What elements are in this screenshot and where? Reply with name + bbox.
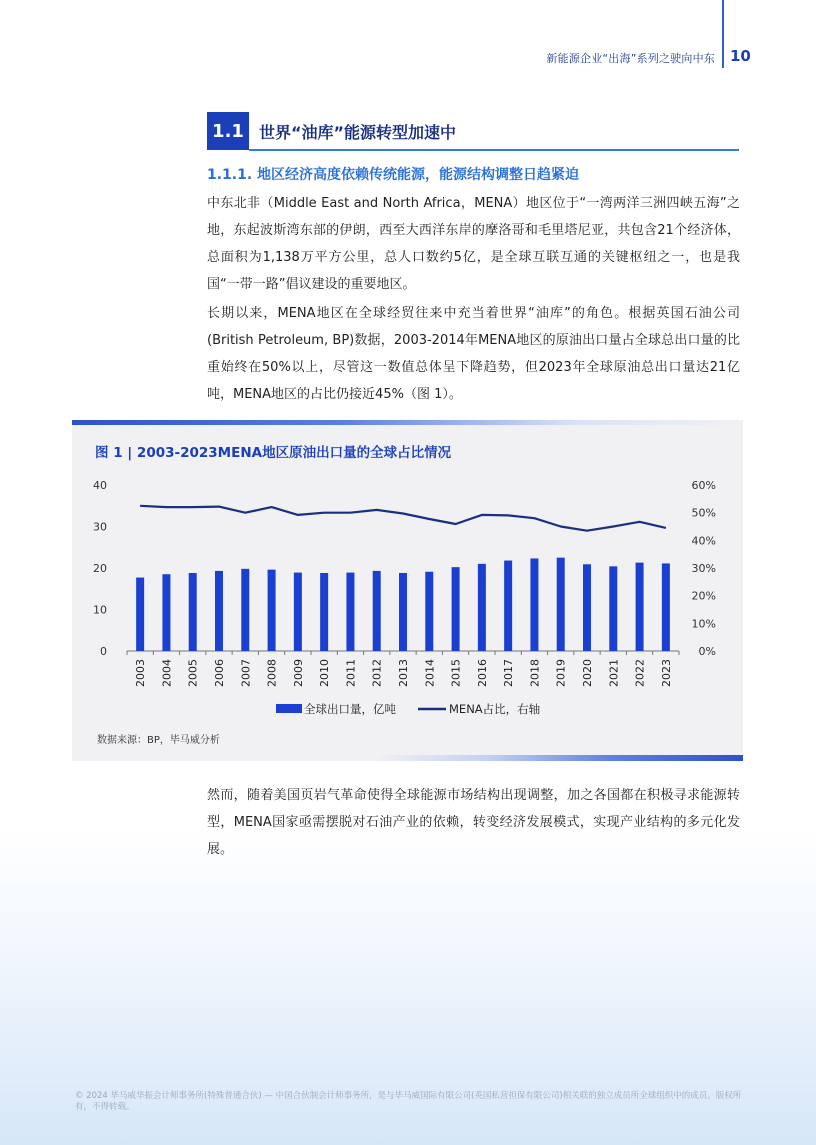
figure-panel (72, 420, 743, 761)
paragraph-intro: 中东北非（Middle East and North Africa，MENA）地区位于“一湾两洋三洲四峡五海”之地，东起波斯湾东部的伊朗，西至大西洋东岸的摩洛哥和毛里塔尼亚，共包含21个经济体，总面积为1,138万平方公里，总人口数约5亿，是全球互联互通的关键枢纽之一，也是我国“一带一路”倡议建设的重要地区。 (207, 196, 740, 292)
section-title: 世界“油库”能源转型加速中 (259, 123, 457, 142)
bar (452, 567, 460, 651)
x-tick-label: 2009 (291, 659, 305, 687)
header-title: 新能源企业“出海”系列之驶向中东 (546, 52, 715, 65)
figure-source: 数据来源：BP，毕马威分析 (97, 735, 220, 746)
x-tick-label: 2007 (239, 659, 253, 687)
y-left-tick-label: 20 (93, 562, 107, 575)
x-tick-label: 2014 (423, 659, 437, 687)
bar (662, 563, 670, 651)
footer-copyright: © 2024 毕马威华振会计师事务所(特殊普通合伙) — 中国合伙制会计师事务所，是与毕马威国际有限公司(英国私营担保有限公司)相关联的独立成员所全球组织中的成员。版权所有，不得转载。 (75, 1091, 742, 1112)
bar (504, 561, 512, 651)
y-right-tick-label: 40% (691, 534, 716, 548)
x-tick-label: 2017 (502, 659, 516, 687)
bar (162, 574, 170, 651)
x-tick-label: 2019 (554, 659, 568, 687)
x-tick-label: 2004 (160, 659, 174, 687)
x-tick-label: 2018 (528, 659, 542, 687)
bar (530, 558, 538, 651)
paragraph-transition: 然而，随着美国页岩气革命使得全球能源市场结构出现调整，加之各国都在积极寻求能源转型，MENA国家亟需摆脱对石油产业的依赖，转变经济发展模式，实现产业结构的多元化发展。 (207, 788, 740, 857)
section-underline (249, 149, 739, 151)
figure-bottom-accent (72, 755, 743, 761)
bar (609, 566, 617, 651)
y-right-tick-label: 60% (691, 479, 716, 492)
legend-bar-label: 全球出口量，亿吨 (304, 702, 396, 716)
bar (320, 573, 328, 651)
y-left-tick-label: 40 (93, 479, 107, 492)
y-right-tick-label: 10% (691, 617, 716, 631)
y-left-tick-label: 10 (93, 603, 107, 617)
y-right-tick-label: 30% (691, 562, 716, 575)
paragraph-oil-role: 长期以来，MENA地区在全球经贸往来中充当着世界“油库”的角色。根据英国石油公司(British Petroleum, BP)数据，2003-2014年MENA地区的原油出口量占全球总出口量的比重始终在50%以上，尽管这一数值总体呈下降趋势，但2023年全球原油总出口量达21亿吨，MENA地区的占比仍接近45%（图 1）。 (207, 306, 740, 402)
bar (268, 570, 276, 651)
chart (72, 420, 743, 761)
x-tick-label: 2016 (475, 659, 489, 687)
bar (346, 573, 354, 651)
bar (557, 558, 565, 651)
x-tick-label: 2020 (581, 659, 594, 687)
share-line (140, 506, 666, 531)
x-tick-label: 2005 (186, 659, 200, 687)
y-left-tick-label: 0 (100, 645, 107, 658)
x-tick-label: 2003 (134, 659, 148, 687)
y-right-tick-label: 50% (691, 506, 716, 520)
bar (425, 572, 433, 651)
bar (636, 563, 644, 651)
y-right-tick-label: 20% (691, 589, 716, 603)
x-tick-label: 2023 (659, 659, 673, 687)
page-number: 10 (730, 47, 751, 65)
header-divider (722, 0, 724, 68)
bar (373, 571, 381, 651)
x-tick-label: 2022 (633, 659, 647, 687)
bar (294, 573, 302, 651)
x-tick-label: 2011 (344, 659, 358, 687)
x-tick-label: 2006 (213, 659, 226, 687)
bar (136, 578, 144, 651)
bar (241, 569, 249, 651)
x-tick-label: 2008 (265, 659, 279, 687)
legend-line-label: MENA占比，右轴 (449, 702, 541, 716)
bar (189, 573, 197, 651)
y-right-tick-label: 0% (698, 645, 716, 658)
x-tick-label: 2021 (607, 659, 621, 687)
x-tick-label: 2010 (318, 659, 332, 687)
bar (399, 573, 407, 651)
bar (583, 564, 591, 651)
subsection-title: 1.1.1. 地区经济高度依赖传统能源，能源结构调整日趋紧迫 (207, 167, 580, 183)
bar (215, 571, 223, 651)
section-number-badge: 1.1 (207, 112, 249, 150)
legend-bar-swatch (276, 704, 302, 713)
y-left-tick-label: 30 (93, 520, 107, 534)
bar (478, 564, 486, 651)
x-tick-label: 2015 (449, 659, 463, 687)
figure-title: 图 1 | 2003-2023MENA地区原油出口量的全球占比情况 (95, 445, 452, 461)
x-tick-label: 2013 (397, 659, 410, 687)
x-tick-label: 2012 (370, 659, 384, 687)
